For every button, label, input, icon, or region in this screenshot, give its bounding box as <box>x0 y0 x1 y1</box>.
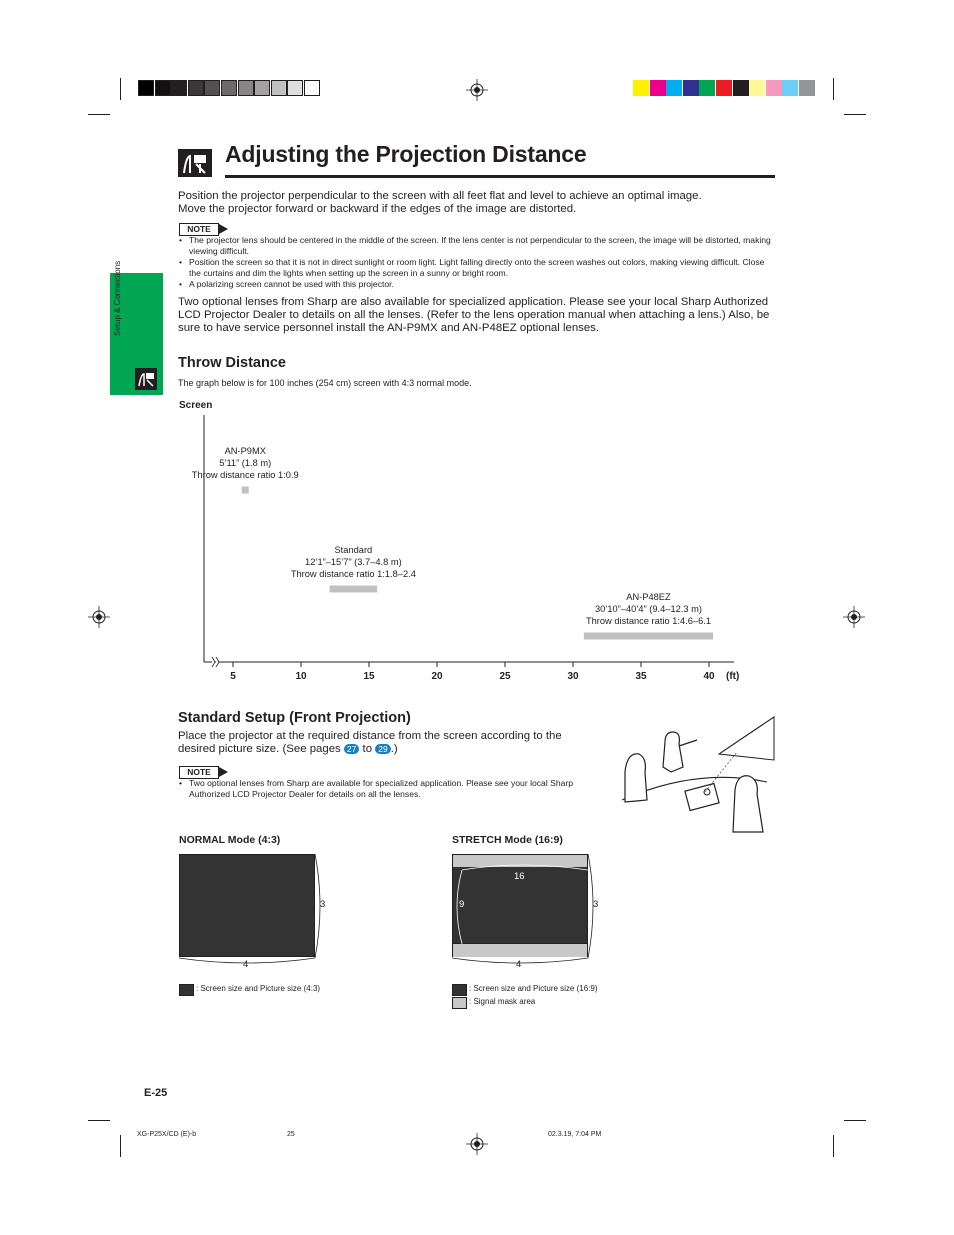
color-swatch <box>782 80 798 96</box>
gray-swatch <box>254 80 270 96</box>
footer-timestamp: 02.3.19, 7:04 PM <box>548 1131 602 1138</box>
gray-swatch <box>271 80 287 96</box>
color-swatch <box>799 80 815 96</box>
normal-mode-title: NORMAL Mode (4:3) <box>179 834 281 846</box>
chart-x-tick-label: 25 <box>499 671 511 682</box>
intro-paragraph-1: Position the projector perpendicular to the screen with all feet flat and level to achieve an optimal image. <box>178 190 702 202</box>
note-arrow-icon <box>219 767 228 777</box>
crop-mark <box>120 1135 121 1157</box>
note-item: • Position the screen so that it is not in direct sunlight or room light. Light falling directly onto the screen washes out colors, making viewing difficult. Close the curtains and dim the lights when setting up the screen in a sunny or bright room. <box>178 257 778 278</box>
chart-bar-label: 12’1”–15’7” (3.7–4.8 m) <box>305 557 402 567</box>
normal-height-label: 3 <box>320 899 326 910</box>
chart-bar <box>584 633 713 640</box>
gray-swatch <box>304 80 320 96</box>
throw-distance-chart <box>170 395 760 690</box>
note-item: • A polarizing screen cannot be used with this projector. <box>178 279 778 290</box>
note-list <box>178 778 593 800</box>
note-badge: NOTE <box>179 223 219 236</box>
stretch-width-16-label: 16 <box>514 871 525 882</box>
color-swatch <box>666 80 682 96</box>
crop-mark <box>844 114 866 115</box>
page-title: Adjusting the Projection Distance <box>225 141 587 167</box>
chart-bar-label: AN-P48EZ <box>626 592 671 602</box>
note-item: • The projector lens should be centered in the middle of the screen. If the lens center is not perpendicular to the screen, the image will be distorted, making viewing difficult. <box>178 235 778 256</box>
gray-swatch <box>171 80 187 96</box>
chart-bar-label: 5’11” (1.8 m) <box>219 458 272 468</box>
chart-bar-label: Throw distance ratio 1:0.9 <box>191 470 299 480</box>
chart-bar <box>242 487 249 494</box>
setup-text-to: to <box>362 743 373 755</box>
legend-text: : Screen size and Picture size (4:3) <box>196 984 321 993</box>
page-number: E-25 <box>144 1087 168 1099</box>
crop-mark <box>833 78 834 100</box>
legend-swatch-dark <box>179 984 194 996</box>
standard-setup-text <box>178 730 598 756</box>
chart-x-tick-label: 15 <box>363 671 375 682</box>
standard-setup-heading: Standard Setup (Front Projection) <box>178 710 411 726</box>
legend-swatch-mask <box>452 997 467 1009</box>
normal-mode-outline <box>175 850 335 970</box>
chart-bar-label: Throw distance ratio 1:4.6–6.1 <box>585 616 712 626</box>
stretch-width-label: 4 <box>516 959 522 970</box>
chart-bar-label: Standard <box>334 545 373 555</box>
note-list <box>178 235 778 291</box>
lens-paragraph: Two optional lenses from Sharp are also available for specialized application. Please see your local Sharp Authorized LCD Projector Dealer to details on all the lenses. (Refer to the lens operation manual when attaching a lens.) Also, be sure to have service personnel install the AN-P9MX and AN-P48EZ optional lenses. <box>178 296 770 334</box>
color-swatch <box>766 80 782 96</box>
page-ref-link[interactable]: 29 <box>375 744 390 754</box>
legend-text: : Signal mask area <box>469 997 536 1006</box>
color-swatch <box>699 80 715 96</box>
chart-bar-label: Throw distance ratio 1:1.8–2.4 <box>290 569 416 579</box>
page-ref-link[interactable]: 27 <box>344 744 359 754</box>
stretch-height-label: 3 <box>593 899 599 910</box>
gray-swatch <box>238 80 254 96</box>
section-tab-label: Setup & Connections <box>113 260 122 336</box>
legend-text: : Screen size and Picture size (16:9) <box>469 984 598 993</box>
chart-x-label: (ft) <box>726 671 740 682</box>
color-swatch <box>683 80 699 96</box>
stretch-mode-title: STRETCH Mode (16:9) <box>452 834 563 846</box>
projector-setup-icon <box>135 368 157 390</box>
gray-swatch <box>188 80 204 96</box>
crop-mark <box>844 1120 866 1121</box>
chart-x-tick-label: 20 <box>431 671 443 682</box>
color-swatch <box>650 80 666 96</box>
color-swatch <box>749 80 765 96</box>
gray-swatch <box>138 80 154 96</box>
crop-mark <box>833 1135 834 1157</box>
intro-paragraph-2: Move the projector forward or backward if the edges of the image are distorted. <box>178 203 577 215</box>
registration-mark-icon <box>466 79 488 101</box>
chart-x-tick-label: 30 <box>567 671 579 682</box>
registration-mark-icon <box>88 606 110 628</box>
throw-distance-heading: Throw Distance <box>178 355 286 371</box>
gray-swatch <box>287 80 303 96</box>
stretch-height-9-label: 9 <box>459 899 465 910</box>
footer-page-num: 25 <box>287 1131 295 1138</box>
gray-swatch <box>204 80 220 96</box>
chart-x-tick-label: 5 <box>230 671 236 682</box>
crop-mark <box>88 1120 110 1121</box>
registration-mark-icon <box>843 606 865 628</box>
title-rule <box>225 175 775 178</box>
stretch-mode-outline <box>448 850 608 970</box>
chart-bar <box>330 586 378 593</box>
footer-doc-id: XG-P25X/CD (E)-b <box>137 1131 197 1138</box>
crop-mark <box>120 78 121 100</box>
chart-bar-label: AN-P9MX <box>224 446 266 456</box>
chart-x-tick-label: 40 <box>703 671 715 682</box>
crop-mark <box>88 114 110 115</box>
chart-x-tick-label: 35 <box>635 671 647 682</box>
note-item: • Two optional lenses from Sharp are available for specialized application. Please see your local Sharp Authorized LCD Projector Dealer for details on all the lenses. <box>178 778 593 799</box>
setup-text-a: Place the projector at the required distance from the screen according to the desired picture size. (See pages <box>178 730 562 755</box>
color-swatch <box>716 80 732 96</box>
projector-setup-icon <box>178 149 212 177</box>
chart-y-label: Screen <box>179 400 213 411</box>
note-arrow-icon <box>219 224 228 234</box>
color-swatch <box>633 80 649 96</box>
chart-bar-label: 30’10”–40’4” (9.4–12.3 m) <box>594 604 702 614</box>
registration-mark-icon <box>466 1133 488 1155</box>
normal-width-label: 4 <box>243 959 249 970</box>
throw-distance-subtitle: The graph below is for 100 inches (254 cm) screen with 4:3 normal mode. <box>178 378 472 388</box>
gray-swatch <box>155 80 171 96</box>
gray-swatch <box>221 80 237 96</box>
legend-swatch-dark <box>452 984 467 996</box>
front-projection-illustration <box>617 712 777 834</box>
chart-x-tick-label: 10 <box>295 671 307 682</box>
setup-text-b: .) <box>390 743 398 755</box>
note-badge: NOTE <box>179 766 219 779</box>
color-swatch <box>733 80 749 96</box>
